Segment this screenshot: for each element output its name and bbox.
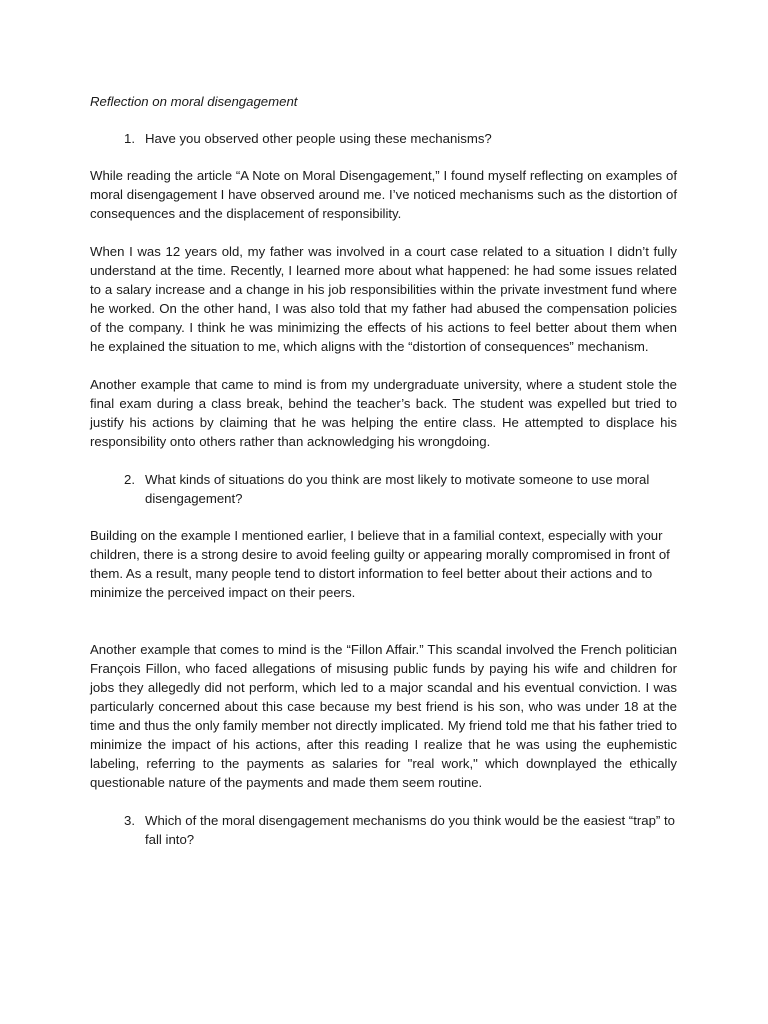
paragraph: Another example that comes to mind is the “Fillon Affair.” This scandal involved the French politician François Fillon, who faced allegations of misusing public funds by paying his wife and children for jobs they allegedly did not perform, which led to a major scandal and his eventual conviction. I was particularly concerned about this case because my best friend is his son, who was under 18 at the time and thus the only family member not directly implicated. My friend told me that his father tried to minimize the impact of his actions, after this reading I realize that he was using the euphemistic labeling, referring to the payments as salaries for "real work," which downplayed the ethically questionable nature of the payments and made them seem routine.: [90, 642, 677, 790]
blank-line: [90, 621, 677, 640]
question-text: What kinds of situations do you think are most likely to motivate someone to use moral disengagement?: [145, 472, 650, 506]
question-text: Which of the moral disengagement mechanisms do you think would be the easiest “trap” to fall into?: [145, 813, 675, 847]
question-number: 2.: [124, 472, 135, 487]
question-number: 3.: [124, 813, 135, 828]
paragraph: Another example that came to mind is from my undergraduate university, where a student stole the final exam during a class break, behind the teacher’s back. The student was expelled but tried to justify his actions by claiming that he was helping the entire class. He attempted to displace his responsibility onto others rather than acknowledging his wrongdoing.: [90, 377, 677, 449]
document-body: [90, 92, 677, 867]
question-1: [90, 129, 677, 148]
question-2: [90, 470, 677, 508]
document-title: Reflection on moral disengagement: [90, 94, 298, 109]
question-text: Have you observed other people using these mechanisms?: [145, 131, 492, 146]
paragraph: While reading the article “A Note on Moral Disengagement,” I found myself reflecting on examples of moral disengagement I have observed around me. I’ve noticed mechanisms such as the distortion of consequences and the displacement of responsibility.: [90, 168, 677, 221]
question-3: [90, 811, 677, 849]
question-number: 1.: [124, 131, 135, 146]
paragraph: When I was 12 years old, my father was involved in a court case related to a situation I didn’t fully understand at the time. Recently, I learned more about what happened: he had some issues related to a salary increase and a change in his job responsibilities within the private investment fund where he worked. On the other hand, I was also told that my father had abused the compensation policies of the company. I think he was minimizing the effects of his actions to feel better about them when he explained the situation to me, which aligns with the “distortion of consequences” mechanism.: [90, 244, 677, 354]
paragraph: Building on the example I mentioned earlier, I believe that in a familial context, especially with your children, there is a strong desire to avoid feeling guilty or appearing morally compromised in front of them. As a result, many people tend to distort information to feel better about their actions and to minimize the perceived impact on their peers.: [90, 528, 670, 600]
